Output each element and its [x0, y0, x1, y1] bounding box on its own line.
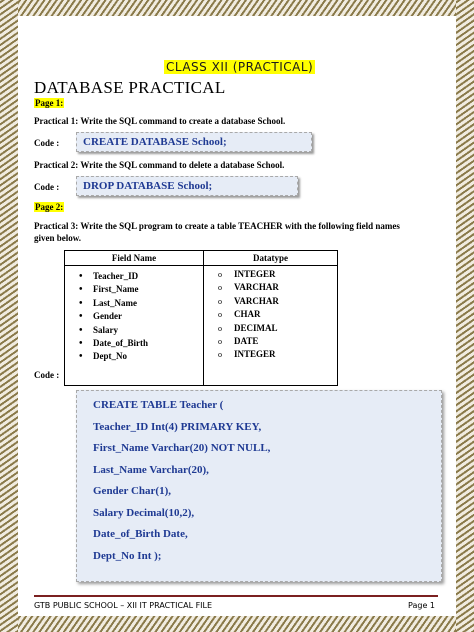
list-item-datatype: o VARCHAR [218, 295, 333, 308]
code-line: Salary Decimal(10,2), [93, 506, 195, 519]
decorative-border-left [0, 0, 18, 632]
code-line: CREATE TABLE Teacher ( [93, 399, 224, 411]
code-line: First_Name Varchar(20) NOT NULL, [93, 442, 271, 454]
code-line: Teacher_ID Int(4) PRIMARY KEY, [93, 420, 262, 433]
footer-page-number: Page 1 [408, 601, 435, 610]
teacher-fields-table [64, 250, 338, 386]
practical3-text-line1: Practical 3: Write the SQL program to create a table TEACHER with the following field names [34, 221, 400, 231]
list-item-field: • Dept_No [79, 350, 199, 363]
datatypes-cell [204, 266, 338, 386]
field-names-cell [65, 266, 204, 386]
list-item-field: • First_Name [79, 283, 199, 296]
code-line: Date_of_Birth Date, [93, 528, 188, 540]
code-line: Gender Char(1), [93, 485, 172, 497]
list-item-datatype: o INTEGER [218, 348, 333, 361]
practical3-text-line2: given below. [34, 233, 82, 243]
page1-tag: Page 1: [35, 98, 64, 108]
practical1-text: Practical 1: Write the SQL command to create a database School. [34, 116, 286, 126]
page2-tag: Page 2: [35, 202, 64, 212]
table-header-datatype: Datatype [204, 251, 338, 266]
practical2-text: Practical 2: Write the SQL command to delete a database School. [34, 160, 285, 170]
decorative-border-bottom [0, 616, 474, 632]
code-line: Dept_No Int ); [93, 549, 162, 562]
practical3-code-label: Code : [34, 370, 60, 380]
document-page [20, 18, 454, 614]
table-header-field-name: Field Name [65, 251, 204, 266]
list-item-field: • Gender [79, 310, 199, 323]
decorative-border-top [0, 0, 474, 16]
practical1-code-label: Code : [34, 138, 60, 148]
practical2-code-label: Code : [34, 182, 60, 192]
list-item-field: • Salary [79, 324, 199, 337]
decorative-border-right [456, 0, 474, 632]
list-item-field: • Last_Name [79, 297, 199, 310]
practical3-code-box [76, 390, 442, 582]
page-title: DATABASE PRACTICAL [34, 78, 226, 97]
list-item-datatype: o DECIMAL [218, 322, 333, 335]
footer-school-name: GTB PUBLIC SCHOOL – XII IT PRACTICAL FILE [34, 601, 213, 610]
list-item-datatype: o CHAR [218, 308, 333, 321]
code-line: Last_Name Varchar(20), [93, 463, 209, 476]
practical2-code-box: DROP DATABASE School; [76, 176, 298, 196]
list-item-datatype: o INTEGER [218, 268, 333, 281]
list-item-field: • Teacher_ID [79, 270, 199, 283]
class-title: CLASS XII (PRACTICAL) [166, 60, 314, 74]
list-item-datatype: o VARCHAR [218, 281, 333, 294]
practical1-code-box: CREATE DATABASE School; [76, 132, 312, 152]
footer-divider [34, 595, 438, 597]
list-item-field: • Date_of_Birth [79, 337, 199, 350]
list-item-datatype: o DATE [218, 335, 333, 348]
